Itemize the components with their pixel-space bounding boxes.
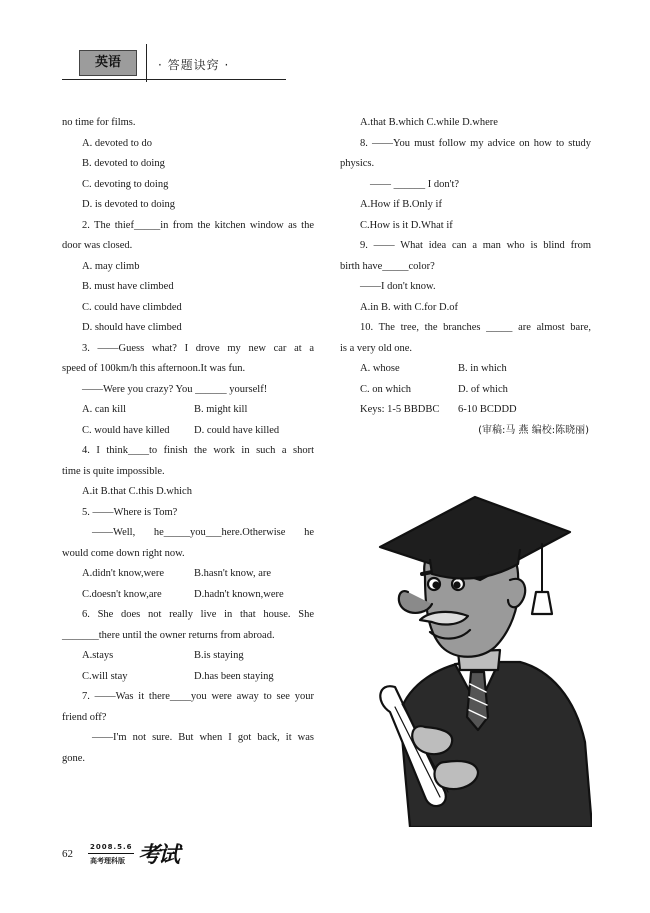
option-line: A. may climb	[82, 260, 140, 272]
option-cell: C.doesn't know,are	[82, 588, 162, 600]
magazine-logo: 考试	[138, 842, 179, 868]
option-cell: A.didn't know,were	[82, 568, 164, 579]
section-title: · 答题诀窍 ·	[158, 58, 230, 72]
option-cell: C. would have killed	[82, 424, 170, 436]
question-5: 5. ——Where is Tom?	[82, 506, 178, 518]
dialogue-line: ——Were you crazy? You ______ yourself!	[82, 383, 268, 395]
question-9: 9. —— What idea can a man who is blind from	[360, 240, 591, 251]
option-cell: D. could have killed	[194, 424, 280, 436]
text-line: would come down right now.	[62, 547, 185, 559]
header-rule	[62, 79, 286, 80]
keys-part-1: Keys: 1-5 BBDBC	[360, 404, 440, 415]
option-cell: C. on which	[360, 383, 412, 395]
option-line: C. could have climbded	[82, 301, 182, 313]
text-line: physics.	[340, 158, 375, 169]
question-2: 2. The thief_____in from the kitchen window as the	[82, 219, 314, 231]
dialogue-line: —— ______ I don't?	[370, 178, 460, 190]
option-line: A.How if B.Only if	[360, 199, 442, 210]
option-line: A.it B.that C.this D.which	[82, 486, 192, 497]
text-line: speed of 100km/h this afternoon.It was fun.	[62, 363, 246, 374]
answer-keys	[340, 400, 591, 421]
option-row	[62, 646, 314, 667]
option-cell: D.has been staying	[194, 670, 274, 682]
option-cell: C.will stay	[82, 670, 128, 682]
question-8: 8. ——You must follow my advice on how to study	[360, 137, 591, 149]
option-cell: D.hadn't known,were	[194, 588, 284, 600]
header-divider	[146, 44, 147, 82]
option-row	[340, 380, 591, 401]
option-cell: B. in which	[458, 363, 507, 374]
keys-part-2: 6-10 BCDDD	[458, 404, 517, 415]
page-number: 62	[62, 848, 73, 860]
question-4: 4. I think____to finish the work in such a short	[82, 445, 314, 456]
editor-credit: (审稿:马 燕 编校:陈晓丽)	[478, 424, 589, 436]
question-6: 6. She does not really live in that house. She	[82, 609, 314, 620]
option-line: C. devoting to doing	[82, 178, 169, 190]
dialogue-line: ——I'm not sure. But when I got back, it was	[92, 732, 314, 743]
subject-tab: 英语	[79, 50, 137, 76]
text-line: _______there until the owner returns from abroad.	[62, 629, 275, 641]
text-line: door was closed.	[62, 240, 133, 251]
graduate-professor-illustration	[370, 492, 592, 827]
right-column	[340, 113, 591, 441]
option-line: D. should have climbed	[82, 322, 182, 333]
option-row	[62, 421, 314, 442]
text-line: friend off?	[62, 711, 107, 723]
option-line: A. devoted to do	[82, 137, 152, 149]
option-line: A.in B. with C.for D.of	[360, 301, 458, 313]
option-line: C.How is it D.What if	[360, 219, 453, 231]
option-cell: A. whose	[360, 363, 400, 374]
text-line: birth have_____color?	[340, 260, 435, 272]
option-cell: B.is staying	[194, 650, 244, 661]
option-line: D. is devoted to doing	[82, 199, 176, 210]
option-cell: D. of which	[458, 383, 508, 395]
text-line: gone.	[62, 752, 86, 764]
option-row	[62, 564, 314, 585]
question-3: 3. ——Guess what? I drove my new car at a	[82, 342, 314, 354]
text-line: time is quite impossible.	[62, 465, 165, 477]
dialogue-line: ——Well, he_____you___here.Otherwise he	[92, 527, 314, 538]
issue-date: 2008.5.6	[90, 843, 133, 851]
option-cell: A.stays	[82, 650, 114, 661]
option-cell: B.hasn't know, are	[194, 568, 272, 579]
left-column	[62, 113, 314, 769]
question-7: 7. ——Was it there____you were away to see your	[82, 691, 314, 702]
dialogue-line: ——I don't know.	[360, 281, 436, 292]
option-line: A.that B.which C.while D.where	[360, 117, 498, 128]
option-line: B. must have climbed	[82, 281, 174, 292]
option-cell: A. can kill	[82, 404, 127, 415]
text-line: is a very old one.	[340, 342, 413, 354]
question-10: 10. The tree, the branches _____ are almost bare,	[360, 322, 591, 333]
option-row	[340, 359, 591, 380]
option-row	[62, 585, 314, 606]
footer-rule	[88, 853, 134, 854]
option-cell: B. might kill	[194, 404, 248, 415]
text-line: no time for films.	[62, 117, 136, 128]
option-row	[62, 667, 314, 688]
edition-label: 高考理科版	[90, 857, 125, 865]
option-line: B. devoted to doing	[82, 158, 165, 169]
option-row	[62, 400, 314, 421]
